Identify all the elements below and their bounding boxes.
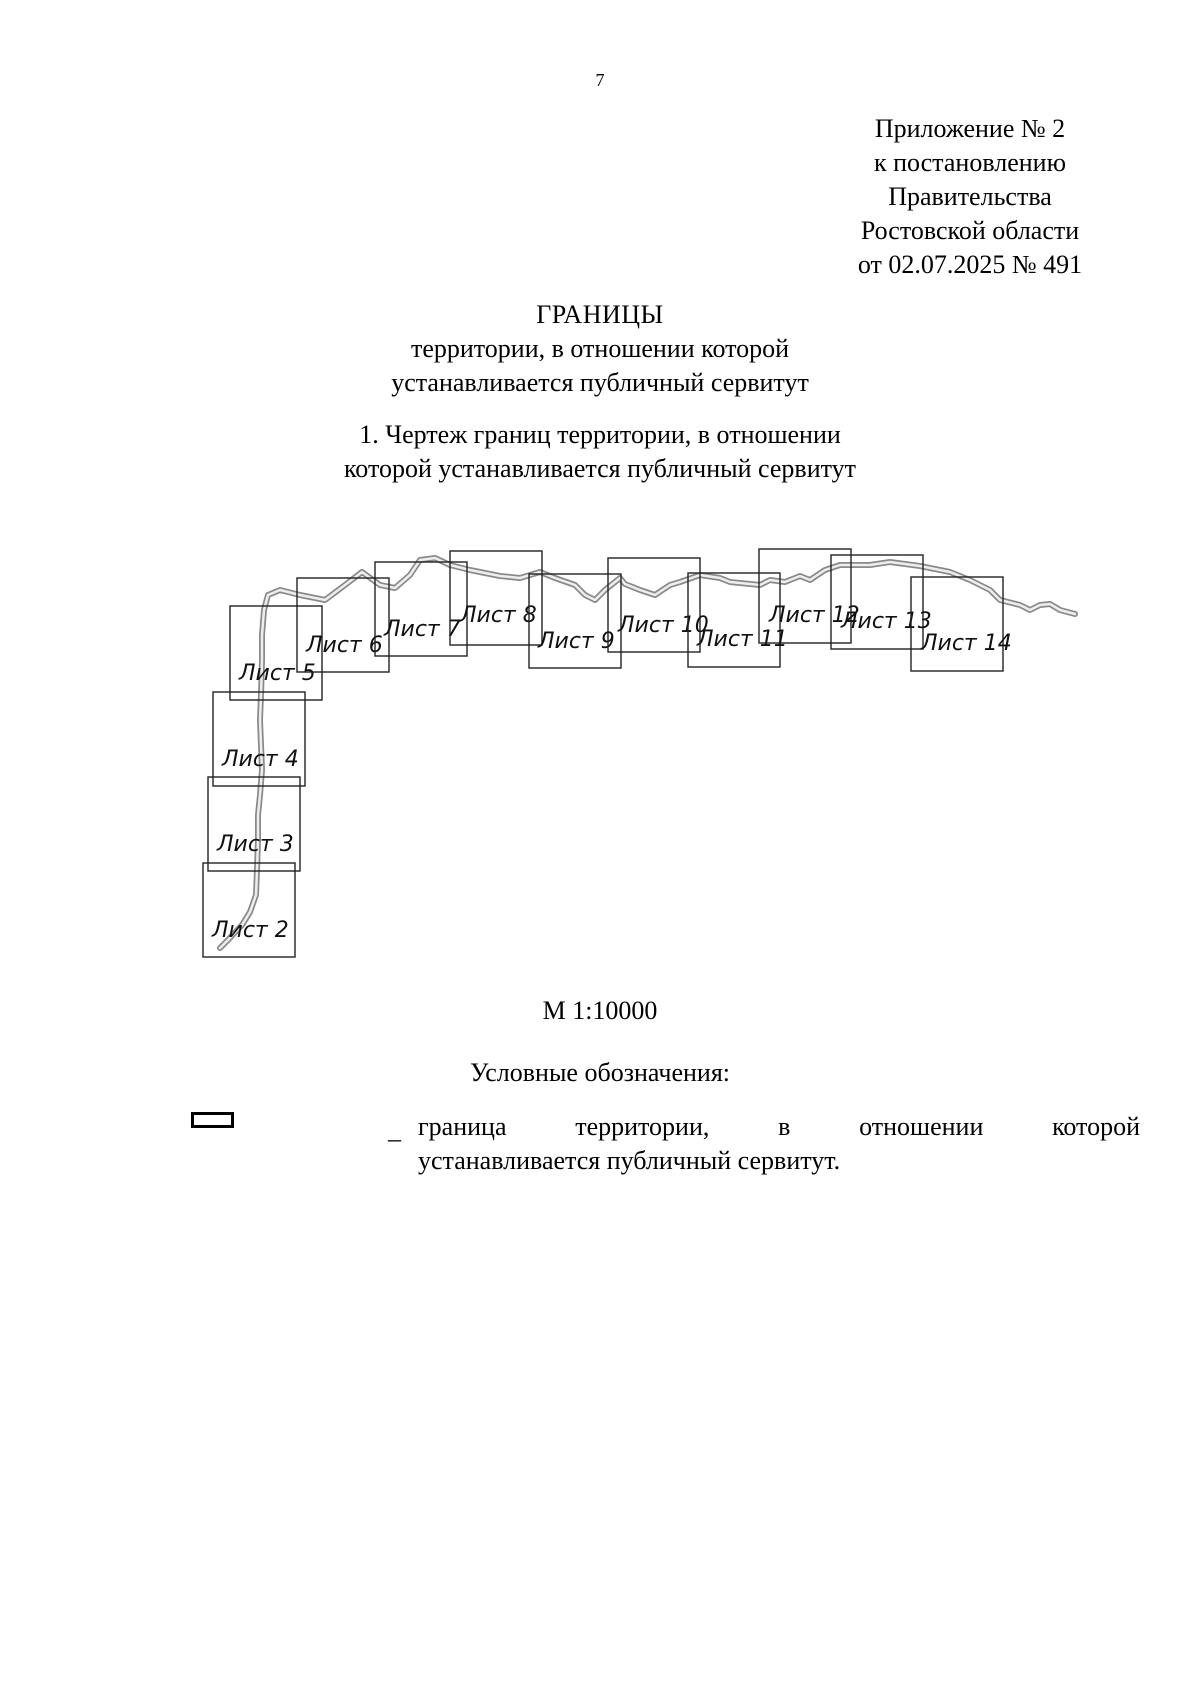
document-title <box>0 298 1200 400</box>
appendix-line-1: Приложение № 2 <box>874 114 1066 143</box>
sheet-label-5: Лист 5 <box>239 661 316 686</box>
sheet-label-14: Лист 14 <box>921 631 1012 656</box>
section-line-2: которой устанавливается публичный сервитут <box>343 454 856 483</box>
appendix-line-4: Ростовской области <box>860 216 1080 245</box>
sheet-label-13: Лист 13 <box>841 609 932 634</box>
sheet-label-4: Лист 4 <box>222 747 299 772</box>
boundary-map <box>200 540 1100 960</box>
sheet-label-3: Лист 3 <box>217 832 294 857</box>
appendix-line-5: от 02.07.2025 № 491 <box>857 250 1083 279</box>
legend-text-line-2: устанавливается публичный сервитут. <box>418 1146 841 1175</box>
section-title <box>0 418 1200 486</box>
sheet-label-10: Лист 10 <box>618 613 709 638</box>
sheet-label-2: Лист 2 <box>212 918 289 943</box>
sheet-label-6: Лист 6 <box>306 633 383 658</box>
appendix-header <box>820 112 1120 282</box>
map-scale: М 1:10000 <box>542 996 658 1025</box>
page-number: 7 <box>595 70 605 90</box>
title-main: ГРАНИЦЫ <box>536 300 664 329</box>
sheet-label-11: Лист 11 <box>697 627 788 652</box>
sheet-label-9: Лист 9 <box>538 629 615 654</box>
sheet-frame-13 <box>831 555 923 649</box>
sheet-label-8: Лист 8 <box>460 603 537 628</box>
legend-dash: _ <box>388 1115 401 1144</box>
appendix-line-2: к постановлению <box>873 148 1067 177</box>
appendix-line-3: Правительства <box>888 182 1052 211</box>
legend-text-line-1: граница территории, в отношении которой <box>418 1112 1140 1141</box>
sheet-label-12: Лист 12 <box>769 603 860 628</box>
title-line-3: устанавливается публичный сервитут <box>391 368 809 397</box>
sheet-frames <box>203 549 1012 957</box>
sheet-frame-8 <box>450 551 542 645</box>
section-line-1: 1. Чертеж границ территории, в отношении <box>359 420 841 449</box>
legend-title: Условные обозначения: <box>469 1058 731 1087</box>
legend-boundary-symbol <box>191 1112 234 1128</box>
sheet-label-7: Лист 7 <box>384 617 461 642</box>
title-line-2: территории, в отношении которой <box>410 334 790 363</box>
